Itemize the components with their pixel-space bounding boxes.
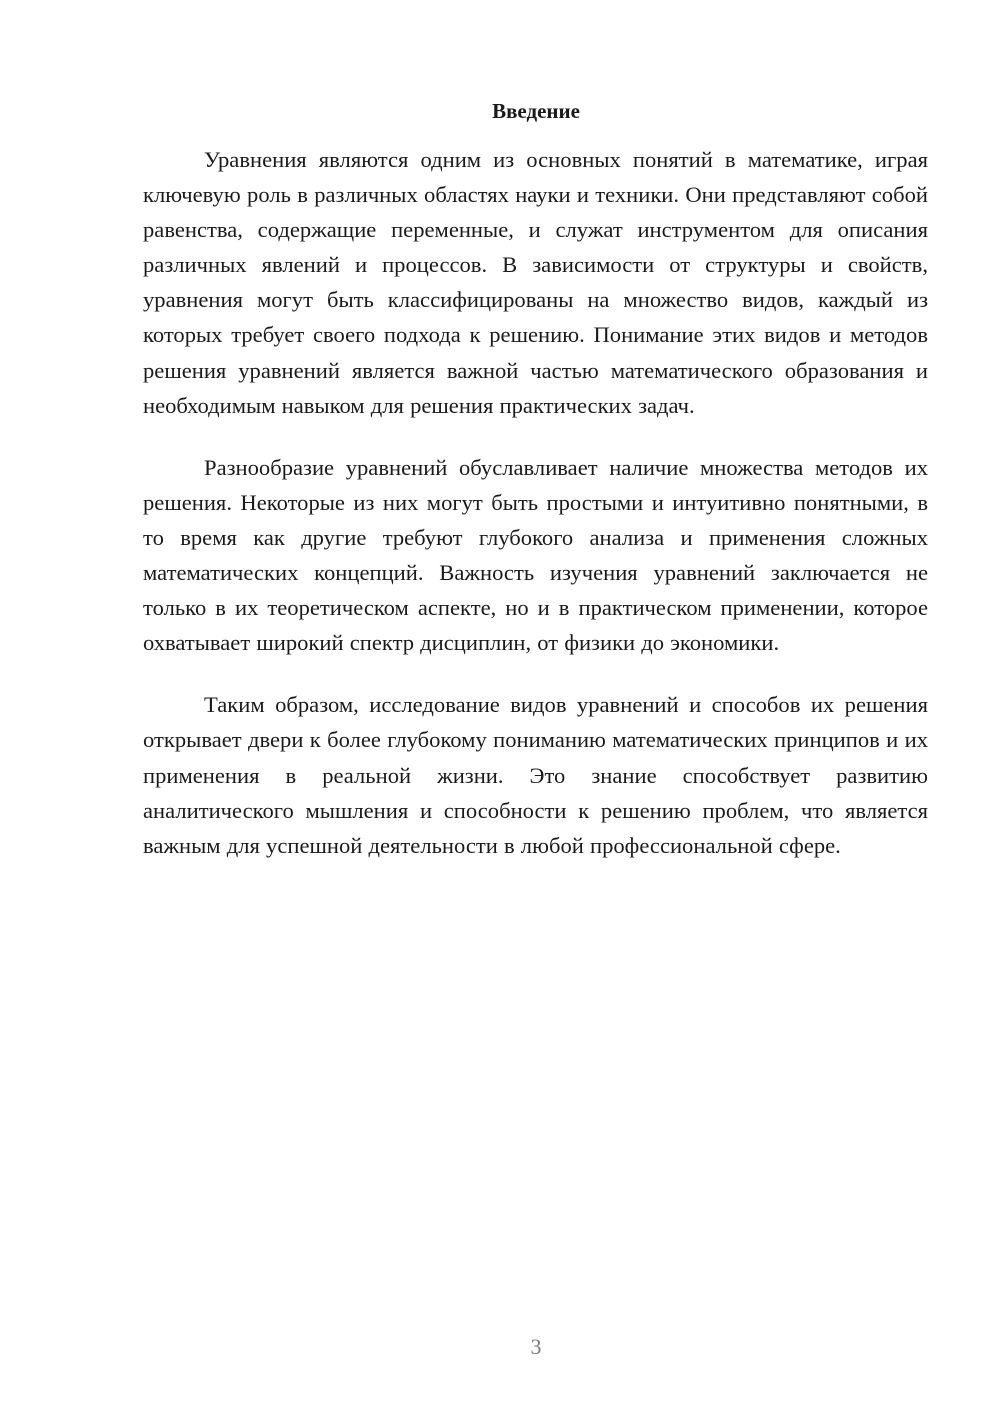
paragraph-1: Уравнения являются одним из основных понятий в математике, играя ключевую роль в различных областях науки и техники. Они представляют собой равенства, содержащие переменные, и служат инструментом для описания различных явлений и процессов. В зависимости от структуры и свойств, уравнения могут быть классифицированы на множество видов, каждый из которых требует своего подхода к решению. Понимание этих видов и методов решения уравнений является важной частью математического образования и необходимым навыком для решения практических задач. bbox=[143, 147, 928, 418]
paragraph-2: Разнообразие уравнений обуславливает наличие множества методов их решения. Некоторые из них могут быть простыми и интуитивно понятными, в то время как другие требуют глубокого анализа и применения сложных математических концепций. Важность изучения уравнений заключается не только в их теоретическом аспекте, но и в практическом применении, которое охватывает широкий спектр дисциплин, от физики до экономики. bbox=[143, 454, 928, 656]
body-text bbox=[143, 142, 928, 890]
page-number: 3 bbox=[530, 1334, 542, 1359]
paragraph-3: Таким образом, исследование видов уравнений и способов их решения открывает двери к более глубокому пониманию математических принципов и их применения в реальной жизни. Это знание способствует развитию аналитического мышления и способности к решению проблем, что является важным для успешной деятельности в любой профессиональной сфере. bbox=[143, 692, 928, 858]
section-heading: Введение bbox=[492, 99, 580, 123]
